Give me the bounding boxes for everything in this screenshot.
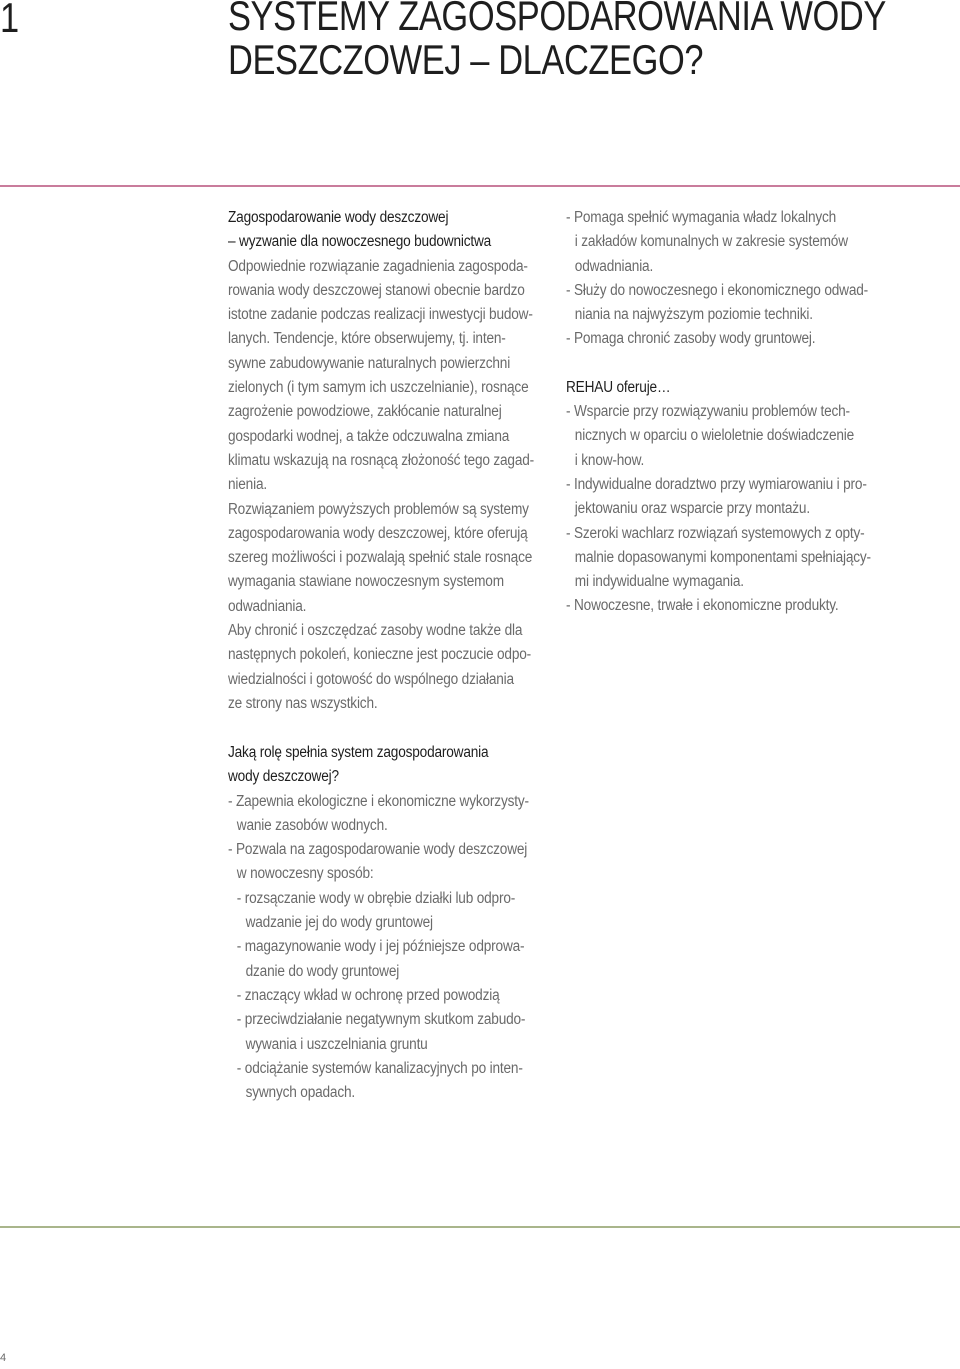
intro-line: zielonych (i tym samym ich uszczelnianie), rosnące bbox=[228, 379, 529, 397]
intro-line: nienia. bbox=[228, 476, 267, 494]
role-section bbox=[228, 741, 568, 1105]
chapter-number: 1 bbox=[0, 0, 19, 41]
benefit-line: - Pomaga spełnić wymagania władz lokalnych bbox=[566, 209, 837, 226]
role-line: dzanie do wody gruntowej bbox=[245, 962, 400, 980]
intro-line: następnych pokoleń, konieczne jest poczucie odpo- bbox=[228, 646, 532, 664]
role-line: - rozsączanie wody w obrębie działki lub odpro- bbox=[236, 889, 516, 907]
top-divider bbox=[0, 185, 960, 187]
role-line: - magazynowanie wody i jej późniejsze odprowa- bbox=[236, 938, 525, 956]
intro-line: rowania wody deszczowej stanowi obecnie bardzo bbox=[228, 281, 525, 299]
role-line: - Pozwala na zagospodarowanie wody deszczowej bbox=[228, 841, 528, 859]
role-line: sywnych opadach. bbox=[245, 1084, 356, 1102]
benefit-line: i zakładów komunalnych w zakresie systemów bbox=[574, 233, 848, 251]
role-line: - znaczący wkład w ochronę przed powodzią bbox=[236, 986, 500, 1004]
offer-line: - Indywidualne doradztwo przy wymiarowaniu i pro- bbox=[566, 475, 867, 493]
role-line: wanie zasobów wodnych. bbox=[236, 816, 388, 834]
intro-line: ze strony nas wszystkich. bbox=[228, 694, 378, 712]
intro-line: odwadniania. bbox=[228, 597, 307, 615]
role-heading-line-1: Jaką rolę spełnia system zagospodarowania bbox=[228, 744, 489, 761]
benefit-line: - Pomaga chronić zasoby wody gruntowej. bbox=[566, 330, 816, 348]
intro-line: lanych. Tendencje, które obserwujemy, tj. inten- bbox=[228, 330, 506, 348]
role-line: - przeciwdziałanie negatywnym skutkom zabudo- bbox=[236, 1011, 526, 1029]
benefit-line: niania na najwyższym poziomie techniki. bbox=[574, 306, 813, 324]
intro-line: szereg możliwości i pozwalają spełnić stale rosnące bbox=[228, 549, 533, 567]
intro-line: klimatu wskazują na rosnącą złożoność tego zagad- bbox=[228, 451, 535, 469]
offer-line: malnie dopasowanymi komponentami spełniający- bbox=[574, 548, 871, 566]
role-heading-line-2: wody deszczowej? bbox=[228, 768, 339, 786]
page-title bbox=[228, 0, 886, 83]
bottom-divider bbox=[0, 1226, 960, 1228]
intro-line: gospodarki wodnej, a także odczuwalna zmiana bbox=[228, 427, 510, 445]
intro-line: wymagania stawiane nowoczesnym systemom bbox=[228, 573, 504, 591]
benefit-line: odwadniania. bbox=[574, 257, 654, 275]
intro-line: istotne zadanie podczas realizacji inwestycji budow- bbox=[228, 306, 533, 324]
intro-line: Rozwiązaniem powyższych problemów są systemy bbox=[228, 500, 529, 518]
benefit-line: - Służy do nowoczesnego i ekonomicznego odwad- bbox=[566, 281, 869, 299]
offer-line: - Nowoczesne, trwałe i ekonomiczne produkty. bbox=[566, 597, 839, 615]
role-line: wywania i uszczelniania gruntu bbox=[245, 1035, 428, 1053]
offer-line: mi indywidualne wymagania. bbox=[574, 573, 744, 591]
offer-line: - Szeroki wachlarz rozwiązań systemowych z opty- bbox=[566, 524, 865, 542]
offer-line: nicznych w oparciu o wieloletnie doświadczenie bbox=[574, 427, 855, 445]
offer-heading: REHAU oferuje… bbox=[566, 378, 671, 396]
intro-section bbox=[228, 206, 558, 716]
offer-line: - Wsparcie przy rozwiązywaniu problemów tech- bbox=[566, 403, 850, 421]
page-number: 4 bbox=[0, 1352, 7, 1364]
role-line: - Zapewnia ekologiczne i ekonomiczne wykorzysty- bbox=[228, 792, 529, 810]
intro-heading-line-2: – wyzwanie dla nowoczesnego budownictwa bbox=[228, 233, 492, 251]
role-line: wadzanie jej do wody gruntowej bbox=[245, 914, 433, 932]
intro-heading-line-1: Zagospodarowanie wody deszczowej bbox=[228, 209, 449, 226]
benefits-section bbox=[566, 206, 906, 619]
intro-line: Odpowiednie rozwiązanie zagadnienia zagospoda- bbox=[228, 257, 528, 275]
offer-line: i know-how. bbox=[574, 451, 645, 469]
intro-line: Aby chronić i oszczędzać zasoby wodne także dla bbox=[228, 622, 523, 640]
intro-line: zagospodarowania wody deszczowej, które oferują bbox=[228, 524, 528, 542]
role-line: - odciążanie systemów kanalizacyjnych po inten- bbox=[236, 1059, 523, 1077]
page-title-line-1: SYSTEMY ZAGOSPODAROWANIA WODY bbox=[228, 0, 886, 39]
intro-line: sywne zabudowywanie naturalnych powierzchni bbox=[228, 354, 511, 372]
role-line: w nowoczesny sposób: bbox=[236, 865, 374, 883]
page-title-line-2: DESZCZOWEJ – DLACZEGO? bbox=[228, 36, 704, 83]
intro-line: wiedzialności i gotowość do wspólnego działania bbox=[228, 670, 514, 688]
spacer bbox=[566, 352, 906, 376]
offer-line: jektowaniu oraz wsparcie przy montażu. bbox=[574, 500, 810, 518]
intro-line: zagrożenie powodziowe, zakłócanie naturalnej bbox=[228, 403, 502, 421]
